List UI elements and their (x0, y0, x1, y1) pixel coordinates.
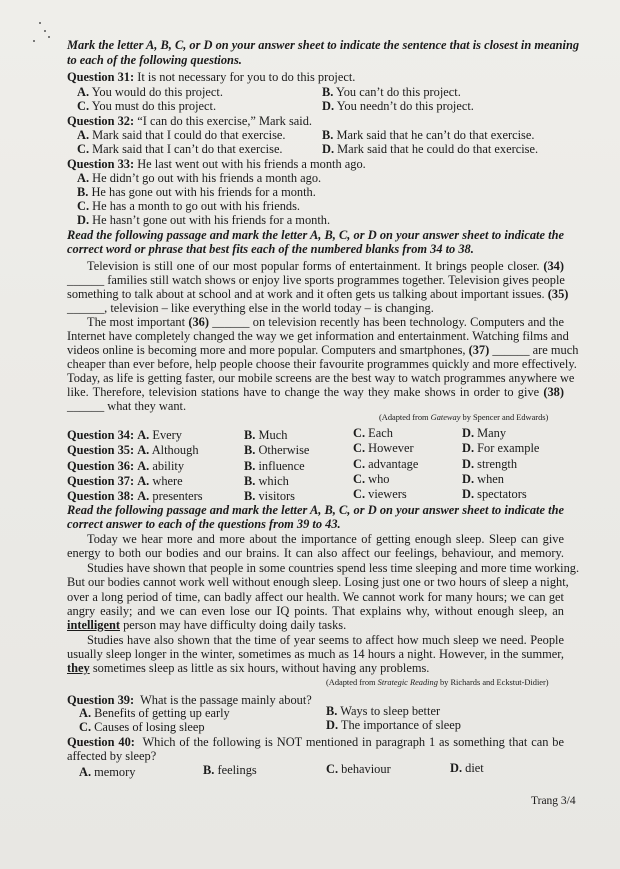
passage2-line: over a long period of time, can badly affect our health. We cannot work for many hours; we can get (67, 590, 564, 604)
passage2-line: angry easily; and we can even lose our IQ points. That explains why, without enough sleep, an (67, 604, 564, 618)
option-38d: D. spectators (462, 487, 527, 501)
question-34: Question 34: A. Every (67, 428, 182, 442)
question-text: It is not necessary for you to do this project. (137, 70, 356, 84)
option-38b: B. visitors (244, 489, 295, 503)
passage1-line: like. Therefore, television stations have to change the way they make shows in order to give (38) (67, 385, 564, 399)
passage1-line: ______, television – like everything else in the world today – is changing. (67, 301, 434, 315)
section1-instruction-cont: to each of the following questions. (67, 53, 242, 67)
question-31 (67, 70, 355, 85)
section1-instruction: Mark the letter A, B, C, or D on your answer sheet to indicate the sentence that is closest in meaning (67, 38, 580, 52)
passage2-line: Today we hear more and more about the importance of getting enough sleep. Sleep can give (87, 532, 564, 546)
option-38c: C. viewers (353, 487, 407, 501)
option-33c: C. He has a month to go out with his friends. (77, 199, 301, 213)
option-31a: A. You would do this project. (77, 85, 223, 99)
question-38: Question 38: A. presenters (67, 489, 203, 503)
passage1-line: something to talk about at school and at work and it often gets us talking about important issues. (35) (67, 287, 569, 301)
option-35d: D. For example (462, 441, 540, 455)
question-37: Question 37: A. where (67, 474, 183, 488)
option-36c: C. advantage (353, 457, 419, 471)
option-32b: B. Mark said that he can’t do that exercise. (322, 128, 535, 142)
question-40-cont: affected by sleep? (67, 749, 157, 763)
source-citation: (Adapted from Gateway by Spencer and Edwards) (379, 413, 549, 422)
speck (44, 30, 46, 32)
passage1-line: The most important (36) ______ on television recently has been technology. Computers and the (87, 315, 565, 329)
option-37b: B. which (244, 474, 289, 488)
passage2-line: usually sleep longer in the winter, sometimes as much as 14 hours a night. However, in the summer, (67, 647, 564, 661)
question-33 (67, 157, 366, 172)
passage2-line: Studies have also shown that the time of year seems to affect how much sleep we need. People (87, 633, 564, 647)
passage1-line: Television is still one of our most popular forms of entertainment. It brings people closer. (34) (87, 259, 564, 273)
option-34d: D. Many (462, 426, 507, 440)
passage2-line: But our bodies cannot work well without enough sleep. Losing just one or two hours of sleep a night, (67, 575, 569, 589)
option-32d: D. Mark said that he could do that exercise. (322, 142, 539, 156)
option-40c: C. behaviour (326, 762, 391, 776)
passage1-line: Internet have completely changed the way we get information and entertainment. Watching films and (67, 329, 569, 343)
passage1-line: ______ families still watch shows or enjoy live sports programmes together. Television gives people (67, 273, 565, 287)
option-35c: C. However (353, 441, 414, 455)
option-40a: A. memory (79, 765, 136, 779)
section3-instruction-cont: correct answer to each of the questions from 39 to 43. (67, 517, 341, 531)
underlined-word: intelligent (67, 618, 120, 632)
option-36d: D. strength (462, 457, 518, 471)
option-32a: A. Mark said that I could do that exercise. (77, 128, 286, 142)
question-32 (67, 114, 312, 129)
section2-instruction-cont: correct word or phrase that best fits each of the numbered blanks from 34 to 38. (67, 242, 474, 256)
option-33a: A. He didn’t go out with his friends a month ago. (77, 171, 322, 185)
question-36: Question 36: A. ability (67, 459, 185, 473)
option-33d: D. He hasn’t gone out with his friends for a month. (77, 213, 331, 227)
passage1-line: cheaper than ever before, help people choose their favourite programmes quickly and more effectively. (67, 357, 577, 371)
question-label: Question 32: (67, 114, 135, 128)
option-39d: D. The importance of sleep (326, 718, 461, 732)
section3-instruction: Read the following passage and mark the letter A, B, C, or D on your answer sheet to indicate the (67, 503, 564, 517)
option-31b: B. You can’t do this project. (322, 85, 461, 99)
question-text: He last went out with his friends a month ago. (137, 157, 366, 171)
passage1-line: ______ what they want. (67, 399, 187, 413)
underlined-word: they (67, 661, 90, 675)
option-39a: A. Benefits of getting up early (79, 706, 230, 720)
passage2-line: they sometimes sleep as little as six hours, without having any problems. (67, 661, 430, 675)
option-39c: C. Causes of losing sleep (79, 720, 205, 734)
question-label: Question 31: (67, 70, 135, 84)
speck (48, 36, 50, 38)
option-36b: B. influence (244, 459, 305, 473)
question-39: Question 39: What is the passage mainly about? (67, 693, 312, 707)
question-40: Question 40: Which of the following is NOT mentioned in paragraph 1 as something that can be (67, 735, 564, 749)
option-39b: B. Ways to sleep better (326, 704, 441, 718)
option-31d: D. You needn’t do this project. (322, 99, 474, 113)
passage2-line: energy to both our bodies and our brains. It can also affect our feelings, behaviour, and memory. (67, 546, 564, 560)
option-34c: C. Each (353, 426, 393, 440)
page-number: Trang 3/4 (531, 795, 576, 807)
passage2-line: intelligent person may have difficulty doing daily tasks. (67, 618, 347, 632)
speck (39, 22, 41, 24)
option-31c: C. You must do this project. (77, 99, 217, 113)
question-label: Question 33: (67, 157, 135, 171)
option-40b: B. feelings (203, 763, 257, 777)
source-citation: (Adapted from Strategic Reading by Richards and Eckstut-Didier) (326, 678, 549, 687)
option-37d: D. when (462, 472, 504, 486)
option-40d: D. diet (450, 761, 484, 775)
speck (33, 40, 35, 42)
option-32c: C. Mark said that I can’t do that exercise. (77, 142, 283, 156)
section2-instruction: Read the following passage and mark the letter A, B, C, or D on your answer sheet to indicate the (67, 228, 564, 242)
passage1-line: videos online is becoming more and more popular. Computers and smartphones, (37) ______ are much (67, 343, 579, 357)
question-text: “I can do this exercise,” Mark said. (137, 114, 313, 128)
option-37c: C. who (353, 472, 390, 486)
question-35: Question 35: A. Although (67, 443, 199, 457)
option-35b: B. Otherwise (244, 443, 310, 457)
option-34b: B. Much (244, 428, 288, 442)
passage2-line: Studies have shown that people in some countries spend less time sleeping and more time working. (87, 561, 580, 575)
option-33b: B. He has gone out with his friends for a month. (77, 185, 316, 199)
passage1-line: Today, as life is getting faster, our mobile screens are the best way to watch programmes anywhere we (67, 371, 575, 385)
